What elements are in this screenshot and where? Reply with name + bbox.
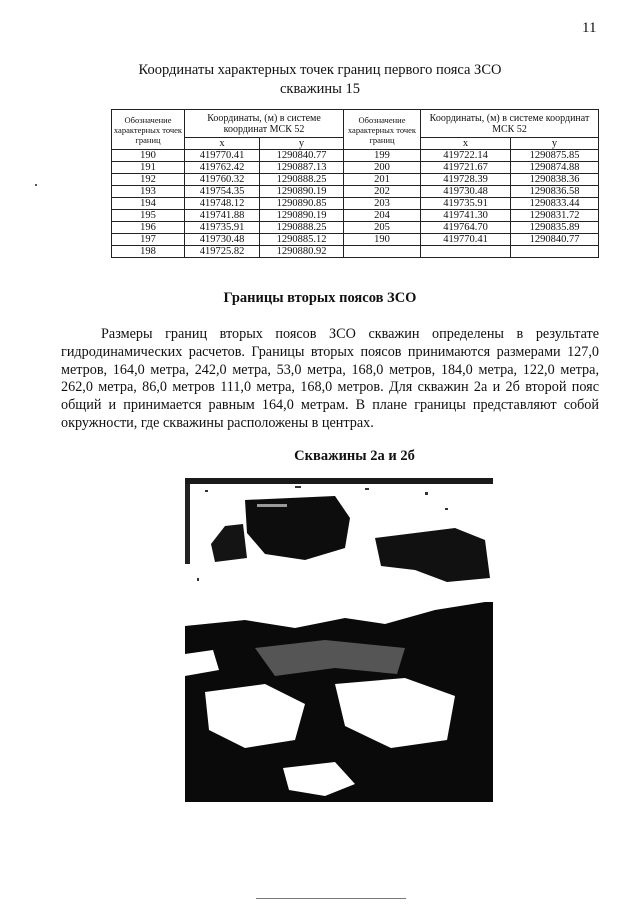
table-cell-p1: 194 bbox=[112, 198, 185, 210]
wells-map-image bbox=[185, 478, 493, 802]
scan-speck bbox=[35, 184, 37, 186]
table-cell-y2: 1290875.85 bbox=[511, 150, 599, 162]
table-cell-y1: 1290890.19 bbox=[260, 210, 344, 222]
table-cell-p2: 204 bbox=[344, 210, 421, 222]
table-cell-y2: 1290874.88 bbox=[511, 162, 599, 174]
table-cell-p1: 195 bbox=[112, 210, 185, 222]
table-cell-x1: 419762.42 bbox=[185, 162, 260, 174]
table-cell-x2: 419728.39 bbox=[421, 174, 511, 186]
table-row bbox=[112, 174, 599, 186]
table-cell-p1: 197 bbox=[112, 234, 185, 246]
table-cell-p2: 200 bbox=[344, 162, 421, 174]
table-cell-x2: 419741.30 bbox=[421, 210, 511, 222]
table-cell-p2 bbox=[344, 246, 421, 258]
table-cell-y1: 1290890.19 bbox=[260, 186, 344, 198]
table-cell-y2: 1290840.77 bbox=[511, 234, 599, 246]
table-cell-x1: 419741.88 bbox=[185, 210, 260, 222]
table-cell-x1: 419730.48 bbox=[185, 234, 260, 246]
header-point-left: Обозначение характерных точек границ bbox=[112, 110, 185, 150]
table-row bbox=[112, 150, 599, 162]
table-title-line2: скважины 15 bbox=[280, 81, 360, 97]
table-cell-x2: 419730.48 bbox=[421, 186, 511, 198]
header-coords-right: Координаты, (м) в системе координат МСК 52 bbox=[421, 110, 599, 138]
table-cell-p2: 201 bbox=[344, 174, 421, 186]
header-y-left: y bbox=[260, 138, 344, 150]
table-cell-x1: 419725.82 bbox=[185, 246, 260, 258]
body-paragraph: Размеры границ вторых поясов ЗСО скважин определены в результате гидродинамических расчетов. Границы вторых поясов принимаются размерами 127,0 метров, 164,0 метра, 242,0 метра, 53,0 метра, 168,0 метров, 184,0 метра, 122,0 метра, 262,0 метра, 86,0 метров 111,0 метра, 168,0 метров. Для скважин 2а и 2б второй пояс общий и принимается равным 164,0 метрам. В плане границы представляют собой окружности, где скважины расположены в центрах. bbox=[61, 326, 599, 431]
table-cell-y1: 1290890.85 bbox=[260, 198, 344, 210]
table-row bbox=[112, 234, 599, 246]
table-cell-y1: 1290888.25 bbox=[260, 222, 344, 234]
table-cell-y1: 1290840.77 bbox=[260, 150, 344, 162]
table-cell-x2: 419764.70 bbox=[421, 222, 511, 234]
table-cell-p2: 205 bbox=[344, 222, 421, 234]
table-cell-p1: 190 bbox=[112, 150, 185, 162]
table-cell-x1: 419754.35 bbox=[185, 186, 260, 198]
table-cell-x1: 419770.41 bbox=[185, 150, 260, 162]
table-cell-p1: 196 bbox=[112, 222, 185, 234]
coordinates-table bbox=[111, 109, 599, 258]
header-coords-left: Координаты, (м) в системе координат МСК 52 bbox=[185, 110, 344, 138]
header-point-right: Обозначение характерных точек границ bbox=[344, 110, 421, 150]
table-cell-p1: 193 bbox=[112, 186, 185, 198]
table-cell-x2 bbox=[421, 246, 511, 258]
table-cell-y2: 1290836.58 bbox=[511, 186, 599, 198]
table-cell-x2: 419722.14 bbox=[421, 150, 511, 162]
table-title bbox=[110, 61, 530, 99]
table-cell-p2: 203 bbox=[344, 198, 421, 210]
table-cell-p1: 192 bbox=[112, 174, 185, 186]
table-cell-y1: 1290887.13 bbox=[260, 162, 344, 174]
table-cell-x2: 419770.41 bbox=[421, 234, 511, 246]
page-number: 11 bbox=[582, 20, 597, 36]
header-x-right: x bbox=[421, 138, 511, 150]
header-x-left: x bbox=[185, 138, 260, 150]
table-title-line1: Координаты характерных точек границ первого пояса ЗСО bbox=[138, 62, 502, 78]
header-y-right: y bbox=[511, 138, 599, 150]
section-heading: Границы вторых поясов ЗСО bbox=[223, 290, 417, 306]
table-row bbox=[112, 210, 599, 222]
table-row bbox=[112, 186, 599, 198]
table-row bbox=[112, 198, 599, 210]
map-top-border bbox=[185, 478, 493, 484]
table-cell-x1: 419735.91 bbox=[185, 222, 260, 234]
table-cell-p2: 199 bbox=[344, 150, 421, 162]
table-row bbox=[112, 246, 599, 258]
table-cell-y1: 1290880.92 bbox=[260, 246, 344, 258]
table-cell-y2: 1290835.89 bbox=[511, 222, 599, 234]
table-cell-y2: 1290833.44 bbox=[511, 198, 599, 210]
table-cell-p1: 191 bbox=[112, 162, 185, 174]
table-cell-x2: 419735.91 bbox=[421, 198, 511, 210]
table-cell-p2: 202 bbox=[344, 186, 421, 198]
table-cell-p1: 198 bbox=[112, 246, 185, 258]
map-left-border bbox=[185, 484, 190, 564]
table-cell-y2: 1290831.72 bbox=[511, 210, 599, 222]
table-cell-y2: 1290838.36 bbox=[511, 174, 599, 186]
table-row bbox=[112, 222, 599, 234]
table-cell-p2: 190 bbox=[344, 234, 421, 246]
table-cell-y1: 1290885.12 bbox=[260, 234, 344, 246]
table-cell-x1: 419748.12 bbox=[185, 198, 260, 210]
table-cell-y2 bbox=[511, 246, 599, 258]
table-cell-y1: 1290888.25 bbox=[260, 174, 344, 186]
figure-title: Скважины 2а и 2б bbox=[294, 448, 415, 464]
footer-rule bbox=[256, 898, 406, 899]
table-cell-x2: 419721.67 bbox=[421, 162, 511, 174]
table-body bbox=[112, 150, 599, 258]
table-row bbox=[112, 162, 599, 174]
table-cell-x1: 419760.32 bbox=[185, 174, 260, 186]
